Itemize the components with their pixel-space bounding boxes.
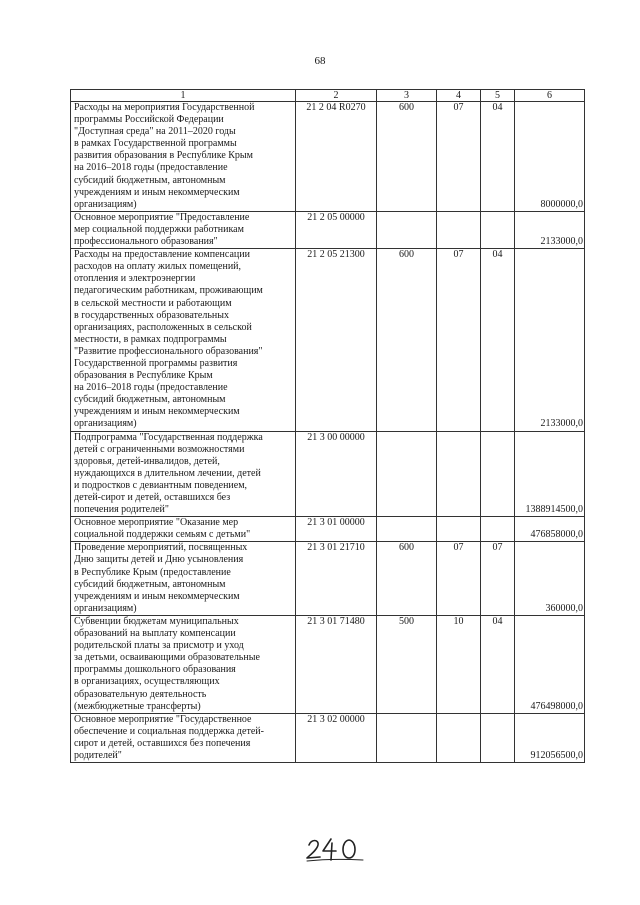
row-rz bbox=[437, 517, 481, 542]
table-row bbox=[71, 249, 585, 431]
row-amount: 912056500,0 bbox=[515, 713, 585, 762]
row-code: 21 3 02 00000 bbox=[296, 713, 377, 762]
column-header: 6 bbox=[515, 90, 585, 102]
column-header: 5 bbox=[481, 90, 515, 102]
row-amount: 8000000,0 bbox=[515, 102, 585, 212]
row-name: Субвенции бюджетам муниципальных образований на выплату компенсации родительской платы за присмотр и уход за детьми, осваивающими образовательные программы дошкольного образования в организациях, осуществляющих образовательную деятельность (межбюджетные трансферты) bbox=[71, 615, 296, 713]
table-row bbox=[71, 211, 585, 248]
row-vr: 600 bbox=[377, 249, 437, 431]
row-pr: 04 bbox=[481, 249, 515, 431]
row-amount: 2133000,0 bbox=[515, 211, 585, 248]
row-vr: 600 bbox=[377, 542, 437, 616]
row-pr bbox=[481, 211, 515, 248]
row-code: 21 2 05 21300 bbox=[296, 249, 377, 431]
row-code: 21 2 05 00000 bbox=[296, 211, 377, 248]
row-rz bbox=[437, 713, 481, 762]
row-amount: 360000,0 bbox=[515, 542, 585, 616]
row-amount: 1388914500,0 bbox=[515, 431, 585, 517]
table-row bbox=[71, 713, 585, 762]
column-header: 3 bbox=[377, 90, 437, 102]
row-amount: 476858000,0 bbox=[515, 517, 585, 542]
row-rz: 10 bbox=[437, 615, 481, 713]
handwritten-page-note bbox=[305, 836, 365, 862]
row-rz: 07 bbox=[437, 542, 481, 616]
table-row bbox=[71, 542, 585, 616]
row-code: 21 2 04 R0270 bbox=[296, 102, 377, 212]
row-vr: 600 bbox=[377, 102, 437, 212]
row-rz bbox=[437, 431, 481, 517]
row-amount: 476498000,0 bbox=[515, 615, 585, 713]
row-name: Основное мероприятие "Предоставление мер социальной поддержки работникам профессионального образования" bbox=[71, 211, 296, 248]
row-code: 21 3 00 00000 bbox=[296, 431, 377, 517]
row-name: Основное мероприятие "Государственное обеспечение и социальная поддержка детей- сирот и детей, оставшихся без попечения родителей" bbox=[71, 713, 296, 762]
column-header: 1 bbox=[71, 90, 296, 102]
row-amount: 2133000,0 bbox=[515, 249, 585, 431]
row-name: Расходы на мероприятия Государственной программы Российской Федерации "Доступная среда" на 2011–2020 годы в рамках Государственной программы развития образования в Республике Крым на 2016–2018 годы (предоставление субсидий бюджетным, автономным учреждениям и иным некоммерческим организациям) bbox=[71, 102, 296, 212]
row-name: Подпрограмма "Государственная поддержка детей с ограниченными возможностями здоровья, детей-инвалидов, детей, нуждающихся в длительном лечении, детей и подростков с девиантным поведением, детей-сирот и детей, оставшихся без попечения родителей" bbox=[71, 431, 296, 517]
row-pr: 04 bbox=[481, 102, 515, 212]
row-code: 21 3 01 21710 bbox=[296, 542, 377, 616]
budget-table bbox=[70, 89, 585, 763]
row-pr bbox=[481, 517, 515, 542]
table-row bbox=[71, 517, 585, 542]
column-header: 4 bbox=[437, 90, 481, 102]
row-vr bbox=[377, 713, 437, 762]
row-vr bbox=[377, 211, 437, 248]
row-name: Расходы на предоставление компенсации расходов на оплату жилых помещений, отопления и электроэнергии педагогическим работникам, проживающим в сельской местности и работающим в государственных образовательных организациях, расположенных в сельской местности, в рамках подпрограммы "Развитие профессионального образования" Государственной программы развития образования в Республике Крым на 2016–2018 годы (предоставление субсидий бюджетным, автономным учреждениям и иным некоммерческим организациям) bbox=[71, 249, 296, 431]
page-number: 68 bbox=[314, 55, 326, 67]
table-row bbox=[71, 615, 585, 713]
table-row bbox=[71, 102, 585, 212]
row-rz bbox=[437, 211, 481, 248]
row-name: Основное мероприятие "Оказание мер социальной поддержки семьям с детьми" bbox=[71, 517, 296, 542]
column-header: 2 bbox=[296, 90, 377, 102]
row-pr bbox=[481, 713, 515, 762]
row-vr bbox=[377, 517, 437, 542]
row-code: 21 3 01 71480 bbox=[296, 615, 377, 713]
row-pr: 04 bbox=[481, 615, 515, 713]
row-vr bbox=[377, 431, 437, 517]
row-pr bbox=[481, 431, 515, 517]
row-rz: 07 bbox=[437, 249, 481, 431]
table-header-row bbox=[71, 90, 585, 102]
table-row bbox=[71, 431, 585, 517]
row-name: Проведение мероприятий, посвященных Дню защиты детей и Дню усыновления в Республике Крым (предоставление субсидий бюджетным, автономным учреждениям и иным некоммерческим организациям) bbox=[71, 542, 296, 616]
row-code: 21 3 01 00000 bbox=[296, 517, 377, 542]
row-rz: 07 bbox=[437, 102, 481, 212]
row-vr: 500 bbox=[377, 615, 437, 713]
row-pr: 07 bbox=[481, 542, 515, 616]
